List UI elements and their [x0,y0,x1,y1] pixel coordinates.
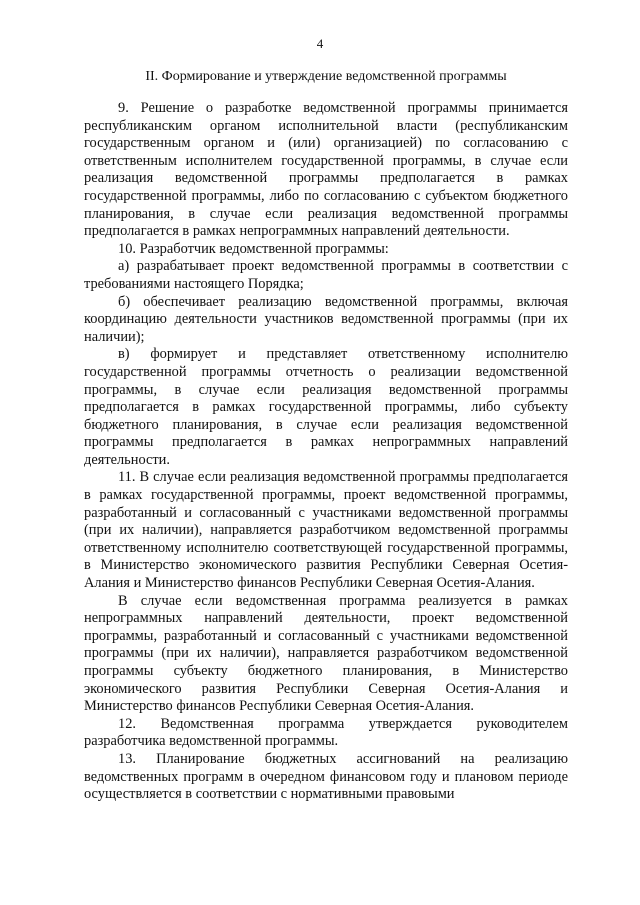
document-body [84,100,568,804]
paragraph-10a: а) разрабатывает проект ведомственной программы в соответствии с требованиями настоящего Порядка; [84,258,568,292]
paragraph-10: 10. Разработчик ведомственной программы: [118,240,389,257]
section-title: II. Формирование и утверждение ведомственной программы [145,69,507,84]
paragraph-11: 11. В случае если реализация ведомственной программы предполагается в рамках государственной программы, проект ведомственной программы, разработанный и согласованный с участниками ведомственной программы (при их наличии), направляется разработчиком ведомственной программы ответственному исполнителю соответствующей государственной программы, в Министерство экономического развития Республики Северная Осетия-Алания и Министерство финансов Республики Северная Осетия-Алания. [84,469,568,592]
page-number: 4 [316,36,324,51]
paragraph-12: 12. Ведомственная программа утверждается руководителем разработчика ведомственной программы. [84,715,568,750]
paragraph-11-continued: В случае если ведомственная программа реализуется в рамках непрограммных направлений деятельности, проект ведомственной программы, разработанный и согласованный с участниками ведомственной программы (при их наличии), направляется разработчиком ведомственной программы субъекту бюджетного планирования, в Министерство экономического развития Республики Северная Осетия-Алания и Министерство финансов Республики Северная Осетия-Алания. [84,592,568,715]
paragraph-9: 9. Решение о разработке ведомственной программы принимается республиканским органом исполнительной власти (республиканским государственным органом и (или) организацией) по согласованию с ответственным исполнителем государственной программы, в случае если реализация ведомственной программы предполагается в рамках государственной программы, либо по согласованию с субъектом бюджетного планирования, в случае если реализация ведомственной программы предполагается в рамках непрограммных направлений деятельности. [84,100,568,240]
paragraph-10v: в) формирует и представляет ответственному исполнителю государственной программы отчетность о реализации ведомственной программы, в случае если реализация ведомственной программы предполагается в рамках государственной программы, либо субъекту бюджетного планирования, в случае если реализация ведомственной программы предполагается в рамках непрограммных направлений деятельности. [84,346,568,468]
paragraph-10b: б) обеспечивает реализацию ведомственной программы, включая координацию деятельности участников ведомственной программы (при их наличии); [84,293,568,345]
paragraph-13: 13. Планирование бюджетных ассигнований на реализацию ведомственных программ в очередном финансовом году и плановом периоде осуществляется в соответствии с нормативными правовыми [84,750,568,803]
